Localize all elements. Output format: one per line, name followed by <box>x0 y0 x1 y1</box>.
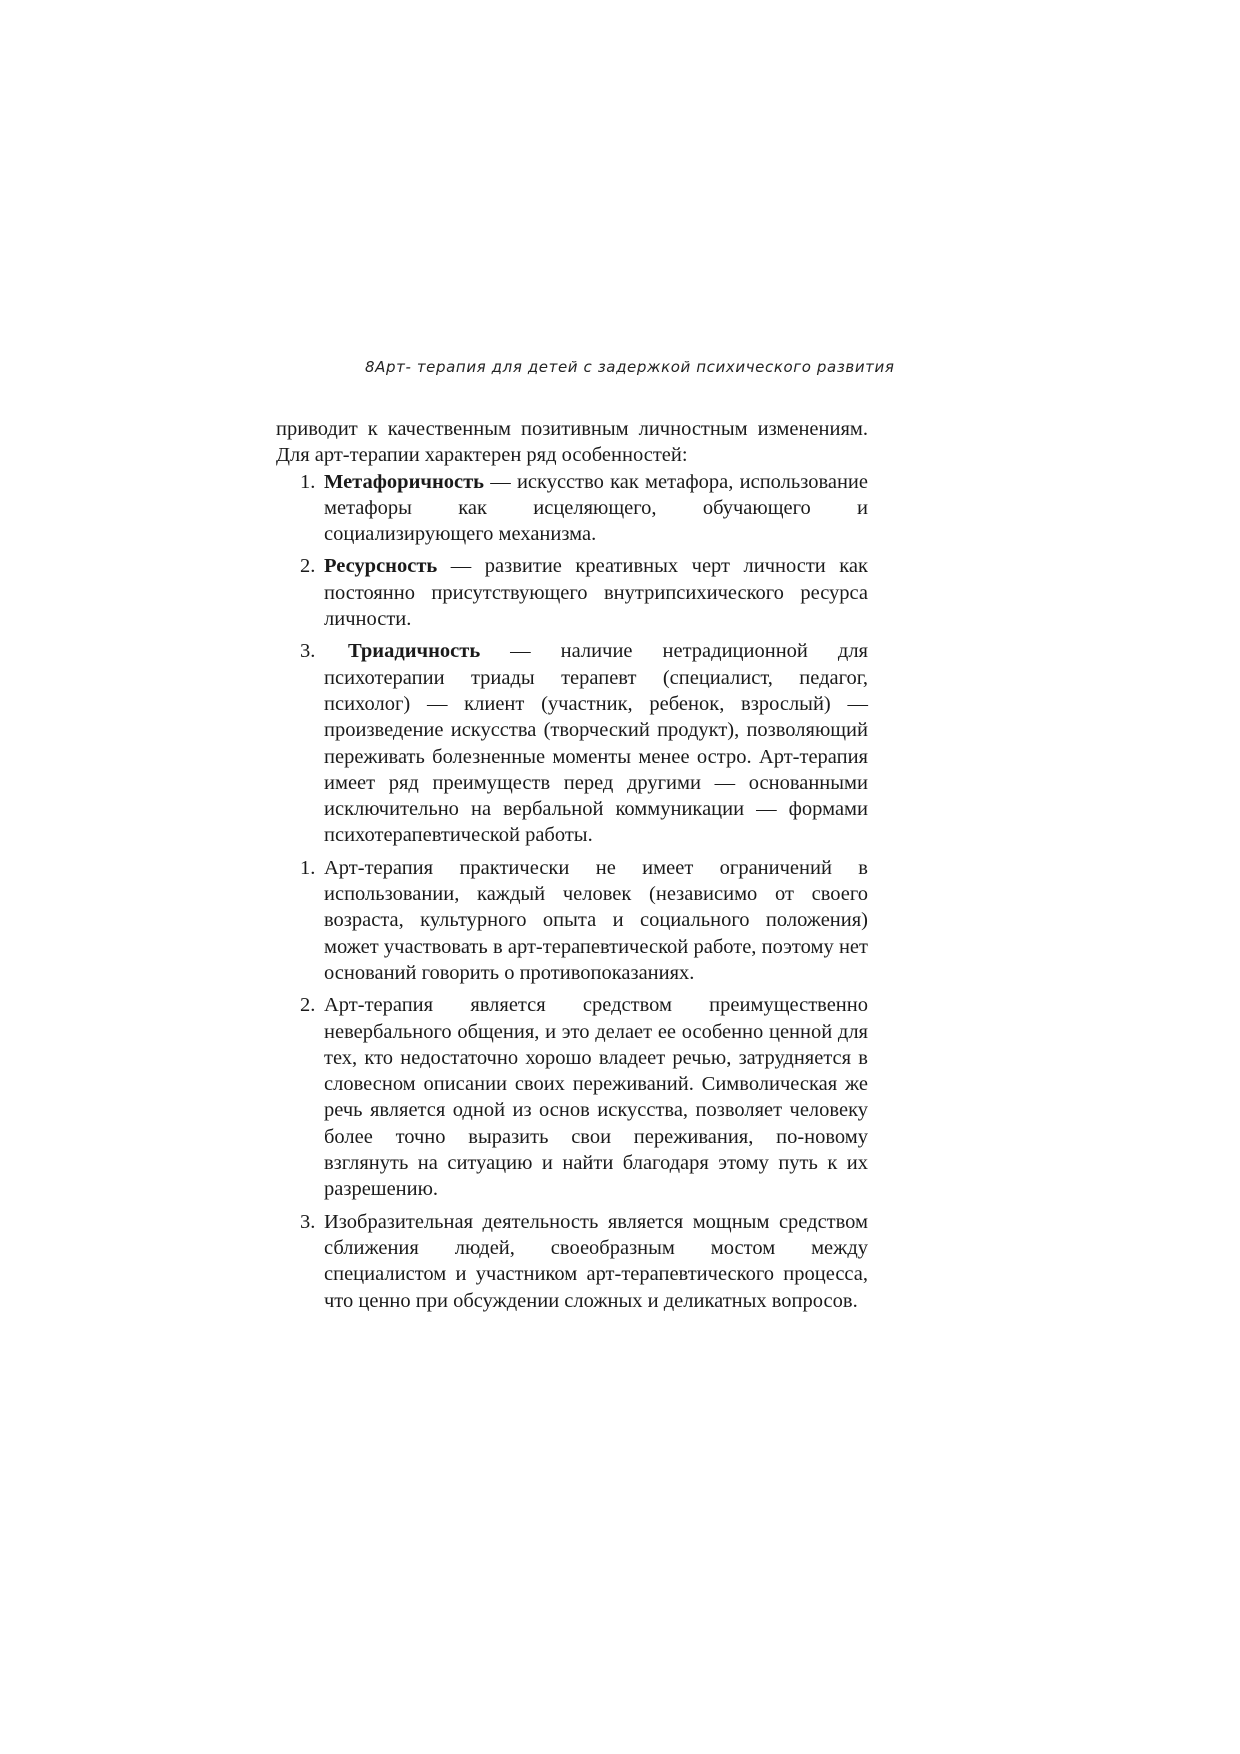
features-list <box>276 469 868 849</box>
advantage-text: Арт-терапия является средством преимущественно невербального общения, и это делает ее особенно ценной для тех, кто недостаточно хорошо владеет речью, затрудняется в словесном описании своих переживаний. Символическая же речь является одной из основ искусства, позволяет человеку более точно выразить свои переживания, по-новому взглянуть на ситуацию и найти благодаря этому путь к их разрешению. <box>324 994 868 1201</box>
advantages-list <box>276 855 868 1314</box>
feature-term: Ресурсность <box>324 555 438 578</box>
feature-text: — наличие нетрадиционной для психотерапии триады терапевт (специалист, педагог, психолог) — клиент (участник, ребенок, взрослый) — произведение искусства (творческий продукт), позволяющий переживать болезненные моменты менее остро. Арт-терапия имеет ряд преимуществ перед другими — основанными исключительно на вербальной коммуникации — формами психотерапевтической работы. <box>324 640 868 847</box>
advantage-text: Изобразительная деятельность является мощным средством сближения людей, своеобразным мостом между специалистом и участником арт-терапевтического процесса, что ценно при обсуждении сложных и деликатных вопросов. <box>324 1210 868 1312</box>
item-number: 2. <box>300 555 316 578</box>
item-number: 3. <box>300 640 316 663</box>
list-item <box>276 469 868 548</box>
running-header: 8Арт- терапия для детей с задержкой психического развития <box>365 358 895 376</box>
feature-text: — искусство как метафора, использование метафоры как исцеляющего, обучающего и социализирующего механизма. <box>324 470 868 546</box>
item-number: 1. <box>300 470 316 493</box>
list-item <box>276 553 868 632</box>
item-number: 3. <box>300 1210 316 1233</box>
feature-term: Метафоричность <box>324 470 485 493</box>
list-item <box>276 992 868 1202</box>
list-item <box>276 638 868 848</box>
item-number: 2. <box>300 994 316 1017</box>
advantage-text: Арт-терапия практически не имеет ограничений в использовании, каждый человек (независимо от своего возраста, культурного опыта и социального положения) может участвовать в арт-терапевтической работе, поэтому нет оснований говорить о противопоказаниях. <box>324 856 868 984</box>
list-item <box>276 855 868 986</box>
list-item <box>276 1209 868 1314</box>
intro-paragraph: приводит к качественным позитивным личностным изменениям. Для арт-терапии характерен ряд особенностей: <box>276 418 868 467</box>
item-number: 1. <box>300 856 316 879</box>
main-text <box>276 416 868 1320</box>
feature-term: Триадичность <box>348 640 481 663</box>
feature-text: — развитие креативных черт личности как постоянно присутствующего внутрипсихического ресурса личности. <box>324 555 868 631</box>
